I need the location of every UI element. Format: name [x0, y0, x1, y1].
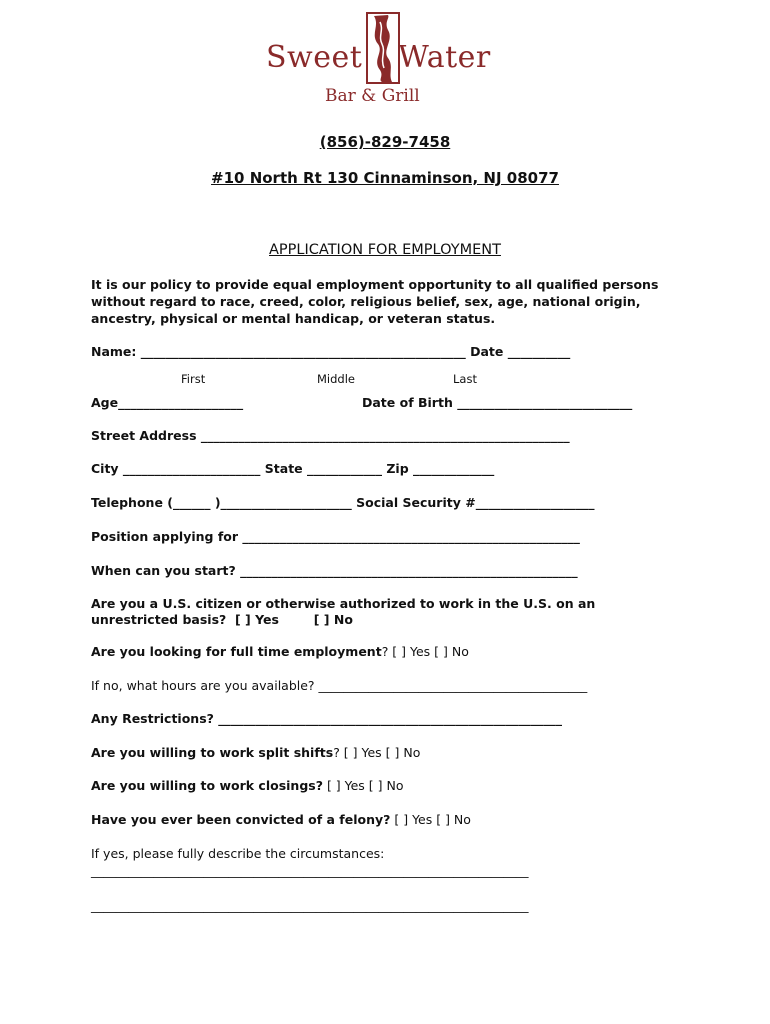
felony-options[interactable]: [ ] Yes [ ] No [390, 812, 471, 827]
date-of-birth-field[interactable]: Date of Birth ____________________________ [362, 395, 633, 410]
name-middle-label: Middle [317, 372, 355, 386]
closings-options[interactable]: [ ] Yes [ ] No [322, 778, 404, 793]
split-shifts-question-text: Are you willing to work split shifts [91, 745, 334, 760]
citizen-question: Are you a U.S. citizen or otherwise authorized to work in the U.S. on an [91, 596, 596, 611]
felony-describe-label: If yes, please fully describe the circumstances: [91, 846, 385, 861]
name-field[interactable]: Name: ____________________________________________________ Date __________ [91, 344, 571, 359]
split-shifts-options[interactable]: ? [ ] Yes [ ] No [333, 745, 421, 760]
logo-subtitle: Bar & Grill [325, 86, 420, 106]
sweet-water-logo [262, 12, 502, 112]
logo-word-sweet: Sweet [266, 40, 363, 75]
felony-question[interactable] [91, 812, 471, 827]
restrictions-field[interactable]: Any Restrictions? _______________________________________________________ [91, 711, 562, 726]
fulltime-options[interactable]: ? [ ] Yes [ ] No [381, 644, 469, 659]
available-hours-field[interactable]: If no, what hours are you available? ___________________________________________ [91, 678, 588, 693]
split-shifts-question[interactable] [91, 745, 420, 760]
age-field[interactable]: Age____________________ [91, 395, 244, 410]
waterfall-mark-icon [366, 12, 400, 84]
name-first-label: First [181, 372, 206, 386]
felony-question-text: Have you ever been convicted of a felony? [91, 812, 391, 827]
fulltime-question[interactable] [91, 644, 469, 659]
felony-describe-line-2[interactable]: ______________________________________________________________________ [91, 898, 529, 913]
city-state-zip-field[interactable]: City ______________________ State ____________ Zip _____________ [91, 461, 495, 476]
position-field[interactable]: Position applying for ______________________________________________________ [91, 529, 580, 544]
fulltime-question-text: Are you looking for full time employment [91, 644, 382, 659]
address: #10 North Rt 130 Cinnaminson, NJ 08077 [211, 169, 559, 187]
form-title: APPLICATION FOR EMPLOYMENT [269, 242, 501, 258]
start-date-field[interactable]: When can you start? ______________________________________________________ [91, 563, 578, 578]
eeo-policy: It is our policy to provide equal employment opportunity to all qualified persons without regard to race, creed, color, religious belief, sex, age, national origin, ancestry, physical or mental handicap, or veteran status. [91, 277, 659, 326]
name-last-label: Last [453, 372, 477, 386]
closings-question[interactable] [91, 778, 404, 793]
street-address-field[interactable]: Street Address ___________________________________________________________ [91, 428, 570, 443]
closings-question-text: Are you willing to work closings? [91, 778, 323, 793]
felony-describe-line-1[interactable]: ______________________________________________________________________ [91, 863, 529, 878]
phone-number: (856)-829-7458 [319, 133, 451, 151]
telephone-ssn-field[interactable]: Telephone (______ )_____________________ Social Security #___________________ [91, 495, 595, 510]
logo-word-water: Water [398, 40, 491, 75]
citizen-options[interactable]: unrestricted basis? [ ] Yes [ ] No [91, 612, 353, 627]
